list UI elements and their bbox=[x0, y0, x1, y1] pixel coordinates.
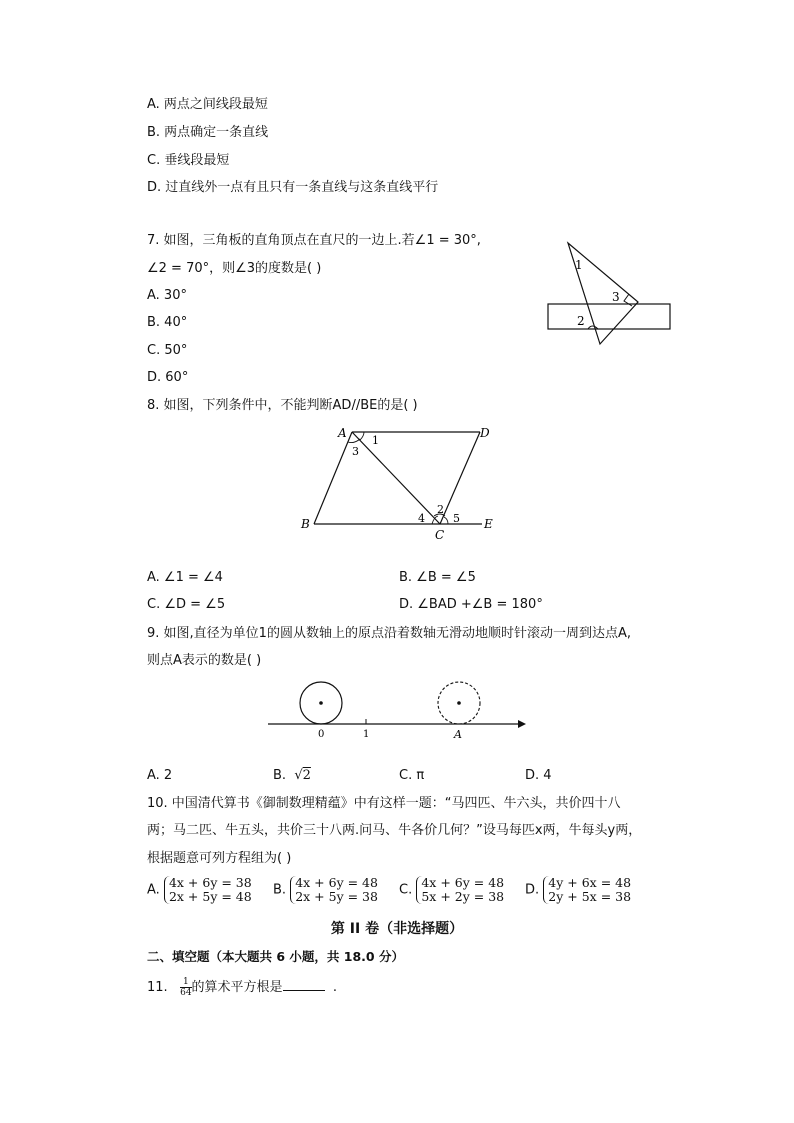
q10-option-a-label: A. bbox=[147, 882, 160, 898]
q8-angle-label-4: 4 bbox=[418, 512, 425, 525]
q9-option-b-label: B. bbox=[273, 768, 287, 783]
q10-option-b-eq1: 4x + 6y = 48 bbox=[295, 875, 378, 890]
q7-option-c: C. 50° bbox=[147, 343, 188, 358]
q8-figure-parallelogram bbox=[298, 422, 508, 546]
q7-label-1: 1 bbox=[575, 258, 583, 272]
q7-label-2: 2 bbox=[577, 314, 585, 328]
q6-option-d: D. 过直线外一点有且只有一条直线与这条直线平行 bbox=[147, 180, 439, 195]
q11 bbox=[147, 977, 337, 999]
q9-figure-number-line bbox=[262, 680, 532, 744]
q10-option-d bbox=[525, 876, 631, 904]
q10-option-a bbox=[147, 876, 252, 904]
q10-option-c-label: C. bbox=[399, 882, 413, 898]
q8-point-e: E bbox=[484, 517, 493, 531]
q10-option-b-label: B. bbox=[273, 882, 287, 898]
q11-period: . bbox=[332, 980, 337, 995]
q8-angle-label-2: 2 bbox=[437, 503, 444, 516]
q9-stem-line1: 9. 如图,直径为单位1的圆从数轴上的原点沿着数轴无滑动地顺时针滚动一周到达点A, bbox=[147, 626, 631, 641]
q11-fraction-denominator: 64 bbox=[180, 988, 192, 998]
q8-option-a: A. ∠1 = ∠4 bbox=[147, 570, 223, 585]
q10-option-a-eq2: 2x + 5y = 48 bbox=[168, 889, 252, 904]
q7-stem-line2: ∠2 = 70°，则∠3的度数是( ) bbox=[147, 261, 322, 276]
q10-option-a-system bbox=[164, 876, 252, 904]
q10-stem-line3: 根据题意可列方程组为( ) bbox=[147, 851, 292, 866]
q8-angle-label-3: 3 bbox=[352, 445, 359, 458]
q10-option-b-system bbox=[290, 876, 378, 904]
q9-option-c: C. π bbox=[399, 768, 425, 783]
q8-option-b: B. ∠B = ∠5 bbox=[399, 570, 476, 585]
q10-option-b bbox=[273, 876, 378, 904]
q11-text: 的算术平方根是 bbox=[191, 980, 283, 995]
section2-heading: 二、填空题（本大题共 6 小题，共 18.0 分） bbox=[147, 949, 404, 964]
q8-angle-label-5: 5 bbox=[453, 512, 460, 525]
q6-option-b: B. 两点确定一条直线 bbox=[147, 125, 269, 140]
q7-stem-line1: 7. 如图，三角板的直角顶点在直尺的一边上.若∠1 = 30°, bbox=[147, 233, 481, 248]
q8-point-a: A bbox=[338, 426, 347, 440]
q9-tick-0: 0 bbox=[318, 729, 325, 740]
q10-stem-line2: 两；马二匹、牛五头，共价三十八两.问马、牛各价几何？”设马每匹x两，牛每头y两， bbox=[147, 823, 642, 838]
q10-option-d-label: D. bbox=[525, 882, 540, 898]
q8-point-b: B bbox=[301, 517, 310, 531]
q9-option-b bbox=[273, 768, 311, 783]
q10-option-c-eq1: 4x + 6y = 48 bbox=[421, 875, 505, 890]
q10-option-a-eq1: 4x + 6y = 38 bbox=[168, 875, 252, 890]
q10-option-d-eq1: 4y + 6x = 48 bbox=[548, 875, 632, 890]
q9-option-d: D. 4 bbox=[525, 768, 552, 783]
q8-point-d: D bbox=[480, 426, 490, 440]
q8-option-c: C. ∠D = ∠5 bbox=[147, 597, 226, 612]
q8-point-c: C bbox=[435, 528, 445, 542]
q9-option-a: A. 2 bbox=[147, 768, 173, 783]
q10-option-c-eq2: 5x + 2y = 38 bbox=[421, 889, 505, 904]
q8-stem: 8. 如图，下列条件中，不能判断AD//BE的是( ) bbox=[147, 398, 418, 413]
sqrt-icon: √ bbox=[294, 768, 303, 783]
q10-option-d-system bbox=[543, 876, 631, 904]
q7-option-d: D. 60° bbox=[147, 370, 189, 385]
q7-option-a: A. 30° bbox=[147, 288, 187, 303]
q6-option-c: C. 垂线段最短 bbox=[147, 153, 230, 168]
q9-stem-line2: 则点A表示的数是( ) bbox=[147, 653, 262, 668]
q9-point-a: A bbox=[454, 728, 462, 741]
q10-option-c bbox=[399, 876, 504, 904]
q7-figure-triangle-ruler bbox=[540, 238, 680, 350]
q11-number: 11. bbox=[147, 980, 168, 995]
q11-fraction-numerator: 1 bbox=[180, 977, 191, 988]
q8-angle-label-1: 1 bbox=[372, 434, 379, 447]
q9-option-b-radicand: 2 bbox=[302, 768, 311, 783]
q8-option-d: D. ∠BAD +∠B = 180° bbox=[399, 597, 543, 612]
part2-title: 第 II 卷（非选择题） bbox=[330, 921, 464, 937]
q6-option-a: A. 两点之间线段最短 bbox=[147, 97, 268, 112]
q10-option-c-system bbox=[416, 876, 504, 904]
q10-option-b-eq2: 2x + 5y = 38 bbox=[295, 889, 378, 904]
q10-option-d-eq2: 2y + 5x = 38 bbox=[548, 889, 632, 904]
q10-stem-line1: 10. 中国清代算书《御制数理精蕴》中有这样一题：“马四匹、牛六头，共价四十八 bbox=[147, 796, 621, 811]
q7-option-b: B. 40° bbox=[147, 315, 188, 330]
q11-answer-blank bbox=[283, 978, 325, 991]
q11-fraction bbox=[180, 977, 191, 998]
q9-tick-1: 1 bbox=[363, 729, 370, 740]
q7-label-3: 3 bbox=[612, 290, 620, 304]
